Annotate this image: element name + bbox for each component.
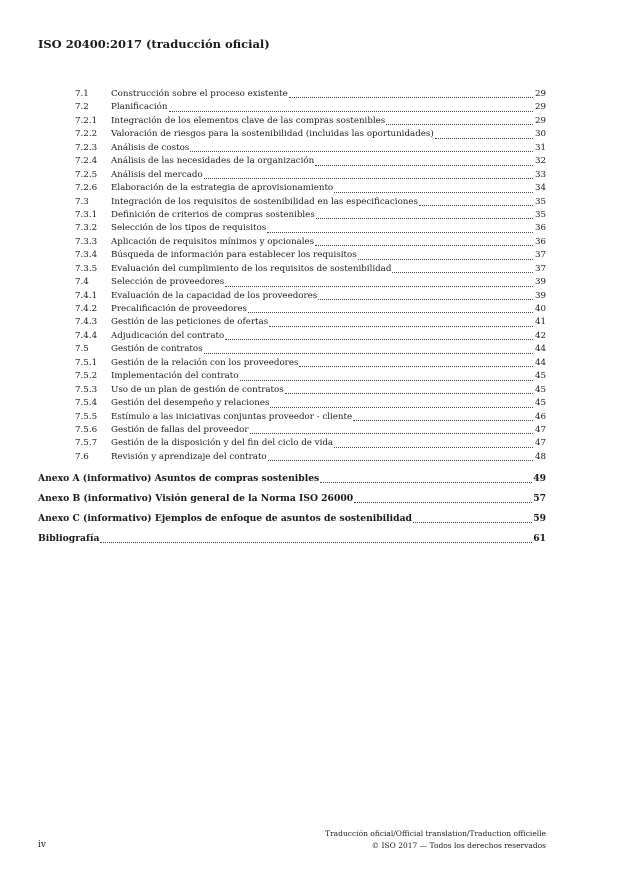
toc-entry-number: 7.6 [75,451,89,462]
toc-entry-page: 47 [534,438,546,449]
document-title: ISO 20400:2017 (traducción oficial) [38,37,270,51]
toc-entry-page: 33 [534,169,546,180]
toc-annex-title: Anexo C (informativo) Ejemplos de enfoque de asuntos de sostenibilidad [38,513,412,525]
toc-entry-number: 7.2.6 [75,183,98,194]
dot-leader [358,258,533,260]
toc-entry[interactable] [38,424,546,437]
toc-entry-number: 7.2.4 [75,156,98,167]
toc-entry[interactable] [38,316,546,329]
toc-entry-page: 31 [534,142,546,153]
toc-entry-title: Revisión y aprendizaje del contrato [111,451,267,462]
toc-entry-title: Selección de los tipos de requisitos [111,223,267,234]
toc-entry-title: Selección de proveedores [111,277,225,288]
toc-entry-title: Gestión del desempeño y relaciones [111,398,270,409]
dot-leader [225,338,533,340]
toc-entry[interactable] [38,236,546,249]
toc-entry-title: Definición de criterios de compras sostenibles [111,209,315,220]
dot-leader [289,96,533,98]
dot-leader [204,352,533,354]
toc-entry[interactable] [38,290,546,303]
table-of-contents [38,88,546,549]
toc-entry-page: 46 [534,411,546,422]
toc-entry[interactable] [38,115,546,128]
toc-entry-title: Aplicación de requisitos mínimos y opcionales [111,236,315,247]
dot-leader [315,164,533,166]
dot-leader [353,419,533,421]
toc-entry-number: 7.4.3 [75,317,98,328]
copyright-notice: © ISO 2017 — Todos los derechos reservados [371,841,546,850]
toc-entry-page: 41 [534,317,546,328]
toc-entry[interactable] [38,222,546,235]
toc-entry-number: 7.3.2 [75,223,98,234]
toc-entry-title: Gestión de la relación con los proveedores [111,357,299,368]
dot-leader [392,271,533,273]
toc-entry[interactable] [38,128,546,141]
dot-leader [386,123,533,125]
toc-entry[interactable] [38,101,546,114]
dot-leader [315,244,533,246]
toc-entry-page: 44 [534,357,546,368]
toc-entry-page: 34 [534,183,546,194]
toc-entry-page: 45 [534,384,546,395]
toc-entry[interactable] [38,437,546,450]
toc-entry-title: Precalificación de proveedores [111,304,247,314]
toc-entry-page: 44 [534,344,546,355]
toc-entry[interactable] [38,303,546,316]
toc-entry-number: 7.4.2 [75,304,98,314]
toc-entry-page: 45 [534,398,546,409]
toc-entry[interactable] [38,411,546,424]
toc-annex-title: Bibliografía [38,533,100,545]
translation-note: Traducción oficial/Official translation/Traduction officielle [325,829,546,838]
toc-entry-number: 7.4.4 [75,330,98,341]
toc-entry-page: 36 [534,236,546,247]
dot-leader [316,217,533,219]
toc-entry-page: 45 [534,371,546,382]
toc-entry-page: 42 [534,330,546,341]
dot-leader [190,150,533,152]
toc-entry-number: 7.3.4 [75,250,98,261]
toc-entry-number: 7.5 [75,344,89,355]
toc-entry-number: 7.3 [75,196,89,207]
dot-leader [225,285,533,287]
toc-entry-title: Planificación [111,102,168,113]
dot-leader [334,446,533,448]
dot-leader [269,325,533,327]
toc-entry-title: Integración de los requisitos de sostenibilidad en las especificaciones [111,196,418,207]
toc-annex-title: Anexo A (informativo) Asuntos de compras sostenibles [38,473,320,485]
toc-entry-page: 29 [534,89,546,99]
toc-entry-number: 7.2.2 [75,129,98,140]
dot-leader [318,298,533,300]
toc-entry-title: Construcción sobre el proceso existente [111,89,288,99]
toc-entry-title: Gestión de contratos [111,344,203,355]
toc-entry-title: Evaluación de la capacidad de los proveedores [111,290,318,301]
toc-annexes [38,469,546,549]
toc-entry[interactable] [38,142,546,155]
toc-entry-title: Implementación del contrato [111,371,239,382]
toc-entry[interactable] [38,249,546,262]
toc-annex-page: 57 [533,493,546,505]
toc-entry-title: Análisis de las necesidades de la organización [111,156,315,167]
page-number: iv [38,840,46,850]
toc-entry-number: 7.5.7 [75,438,98,449]
toc-entry-number: 7.2.3 [75,142,98,153]
toc-entry-page: 37 [534,263,546,274]
toc-entry-page: 47 [534,424,546,435]
dot-leader [270,406,533,408]
toc-entry-number: 7.2.1 [75,115,98,126]
toc-annex-entry[interactable] [38,529,546,549]
toc-entry-number: 7.4 [75,277,89,288]
toc-annex-entry[interactable] [38,469,546,489]
toc-entry-page: 35 [534,196,546,207]
toc-entry-page: 30 [534,129,546,140]
toc-entry-number: 7.2 [75,102,89,113]
toc-entry-number: 7.5.1 [75,357,98,368]
toc-entry[interactable] [38,370,546,383]
toc-entry-title: Adjudicación del contrato [111,330,225,341]
toc-entry-page: 29 [534,115,546,126]
toc-entry-title: Análisis de costos [111,142,190,153]
dot-leader [334,191,533,193]
toc-entry-title: Uso de un plan de gestión de contratos [111,384,284,395]
dot-leader [285,392,533,394]
toc-entry-title: Elaboración de la estrategia de aprovisionamiento [111,183,334,194]
toc-entry[interactable] [38,397,546,410]
dot-leader [419,204,533,206]
toc-entry[interactable] [38,330,546,343]
toc-entry-title: Estímulo a las iniciativas conjuntas proveedor - cliente [111,411,353,422]
toc-entry-title: Evaluación del cumplimiento de los requisitos de sostenibilidad [111,263,392,274]
toc-entry-number: 7.3.5 [75,263,98,274]
toc-entry-page: 39 [534,277,546,288]
toc-entry-number: 7.5.2 [75,371,98,382]
dot-leader [204,177,533,179]
dot-leader [268,459,533,461]
toc-entry-title: Búsqueda de información para establecer los requisitos [111,250,357,261]
toc-entry[interactable] [38,263,546,276]
toc-annex-page: 59 [533,513,546,525]
toc-entry-number: 7.5.4 [75,398,98,409]
toc-entry-title: Análisis del mercado [111,169,203,180]
toc-entry-page: 35 [534,209,546,220]
toc-entry-title: Valoración de riesgos para la sostenibilidad (incluidas las oportunidades) [111,129,434,140]
toc-entry[interactable] [38,182,546,195]
toc-entry[interactable] [38,88,546,101]
toc-entry-number: 7.4.1 [75,290,98,301]
toc-entry[interactable] [38,357,546,370]
dot-leader [354,501,532,503]
toc-annex-entry[interactable] [38,489,546,509]
toc-entry-page: 37 [534,250,546,261]
dot-leader [320,481,532,483]
toc-entry[interactable] [38,343,546,356]
toc-annex-page: 61 [533,533,546,545]
dot-leader [100,541,532,543]
toc-entry[interactable] [38,209,546,222]
toc-entry[interactable] [38,384,546,397]
dot-leader [267,231,533,233]
toc-entry-title: Gestión de las peticiones de ofertas [111,317,269,328]
toc-entry-number: 7.5.6 [75,424,98,435]
dot-leader [248,311,533,313]
toc-annex-page: 49 [533,473,546,485]
toc-entry-number: 7.5.5 [75,411,98,422]
toc-entry[interactable] [38,169,546,182]
toc-entry-title: Gestión de fallas del proveedor [111,424,249,435]
toc-entry-page: 32 [534,156,546,167]
toc-entry-number: 7.3.3 [75,236,98,247]
toc-annex-entry[interactable] [38,509,546,529]
toc-entry-page: 39 [534,290,546,301]
toc-entry-page: 48 [534,451,546,462]
toc-entry-number: 7.1 [75,89,89,99]
toc-entry-title: Gestión de la disposición y del fin del ciclo de vida [111,438,334,449]
toc-entries [38,88,546,464]
toc-entry-number: 7.5.3 [75,384,98,395]
toc-entry-page: 29 [534,102,546,113]
dot-leader [299,365,533,367]
dot-leader [240,379,533,381]
toc-entry-number: 7.3.1 [75,209,98,220]
dot-leader [169,110,534,112]
toc-entry[interactable] [38,276,546,289]
toc-entry[interactable] [38,155,546,168]
toc-annex-title: Anexo B (informativo) Visión general de la Norma ISO 26000 [38,493,354,505]
toc-entry[interactable] [38,451,546,464]
toc-entry[interactable] [38,196,546,209]
toc-entry-number: 7.2.5 [75,169,98,180]
toc-entry-title: Integración de los elementos clave de las compras sostenibles [111,115,386,126]
toc-entry-page: 36 [534,223,546,234]
dot-leader [413,521,532,523]
toc-entry-page: 40 [534,304,546,314]
dot-leader [250,432,533,434]
dot-leader [435,137,533,139]
